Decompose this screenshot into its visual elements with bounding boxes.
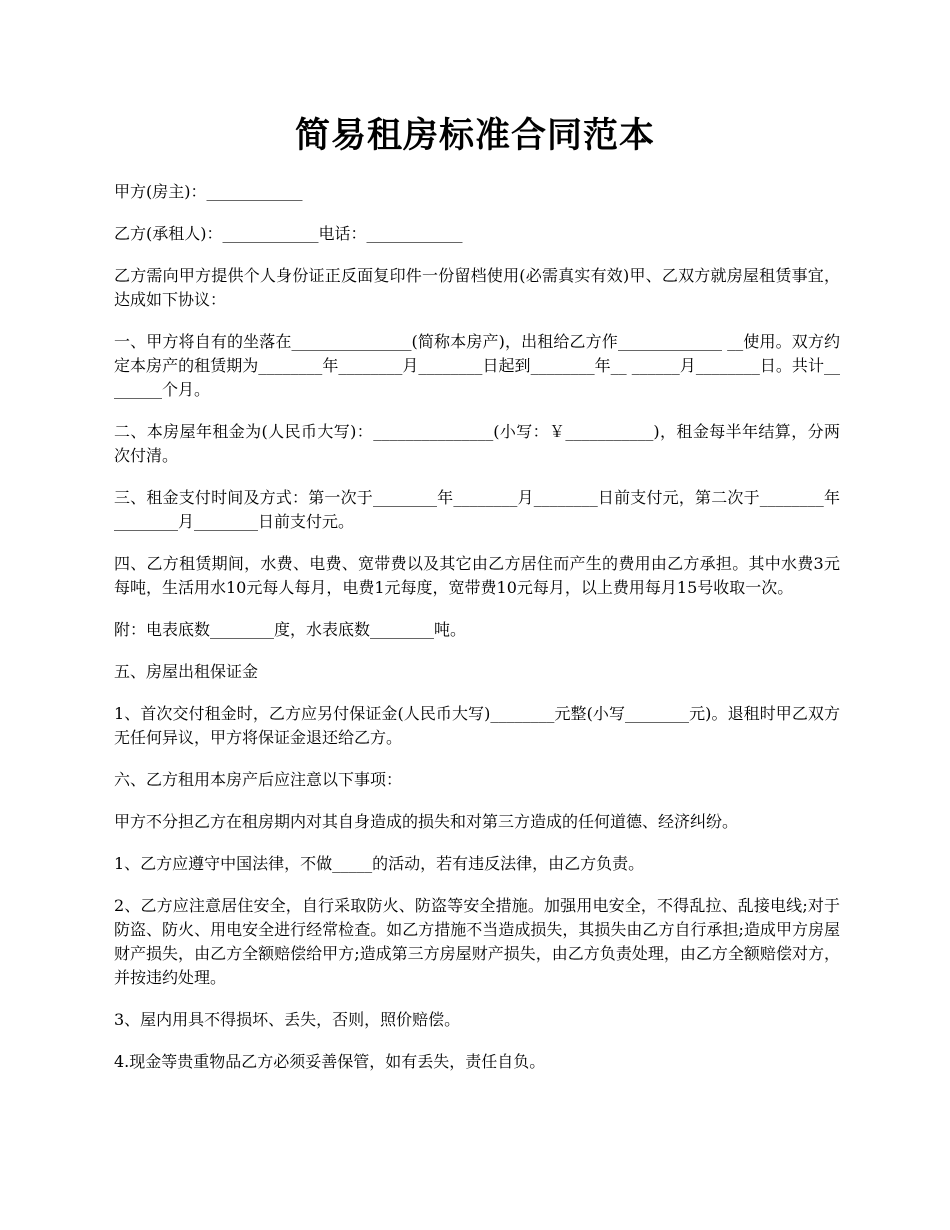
meter-readings: 附：电表底数________度，水表底数________吨。 — [114, 620, 467, 639]
party-b-line: 乙方(承租人)：____________电话：____________ — [114, 224, 463, 243]
clause-1: 一、甲方将自有的坐落在_______________(简称本房产)，出租给乙方作_____________ __使用。双方约定本房产的租赁期为________年________月________日起到________年__ ______月________日。共计________个月。 — [114, 332, 840, 399]
clause-6-item-3: 3、屋内用具不得损坏、丢失，否则，照价赔偿。 — [114, 1010, 461, 1029]
clause-5-item-1: 1、首次交付租金时，乙方应另付保证金(人民币大写)________元整(小写________元)。退租时甲乙双方无任何异议，甲方将保证金退还给乙方。 — [114, 704, 840, 747]
clause-6-item-1: 1、乙方应遵守中国法律，不做_____的活动，若有违反法律，由乙方负责。 — [114, 854, 645, 873]
clause-6-item-4: 4.现金等贵重物品乙方必须妥善保管，如有丢失，责任自负。 — [114, 1052, 546, 1071]
document-body — [114, 180, 840, 1092]
clause-4: 四、乙方租赁期间，水费、电费、宽带费以及其它由乙方居住而产生的费用由乙方承担。其中水费3元每吨，生活用水10元每人每月，电费1元每度，宽带费10元每月，以上费用每月15号收取一次。 — [114, 554, 840, 597]
clause-6-heading: 六、乙方租用本房产后应注意以下事项： — [114, 770, 403, 789]
intro-paragraph: 乙方需向甲方提供个人身份证正反面复印件一份留档使用(必需真实有效)甲、乙双方就房屋租赁事宜，达成如下协议： — [114, 266, 840, 309]
clause-3: 三、租金支付时间及方式：第一次于________年________月________日前支付元，第二次于________年________月________日前支付元。 — [114, 488, 840, 531]
clause-6-item-2: 2、乙方应注意居住安全，自行采取防火、防盗等安全措施。加强用电安全，不得乱拉、乱接电线;对于防盗、防火、用电安全进行经常检查。如乙方措施不当造成损失，其损失由乙方自行承担;造成甲方房屋财产损失，由乙方全额赔偿给甲方;造成第三方房屋财产损失，由乙方负责处理，由乙方全额赔偿对方，并按违约处理。 — [114, 896, 840, 987]
clause-6-disclaimer: 甲方不分担乙方在租房期内对其自身造成的损失和对第三方造成的任何道德、经济纠纷。 — [114, 812, 739, 831]
document-title: 简易租房标准合同范本 — [294, 115, 655, 156]
clause-5-heading: 五、房屋出租保证金 — [114, 662, 259, 681]
clause-2: 二、本房屋年租金为(人民币大写)：_______________(小写：￥___________)，租金每半年结算，分两次付清。 — [114, 422, 840, 465]
party-a-line: 甲方(房主)：____________ — [114, 182, 303, 201]
